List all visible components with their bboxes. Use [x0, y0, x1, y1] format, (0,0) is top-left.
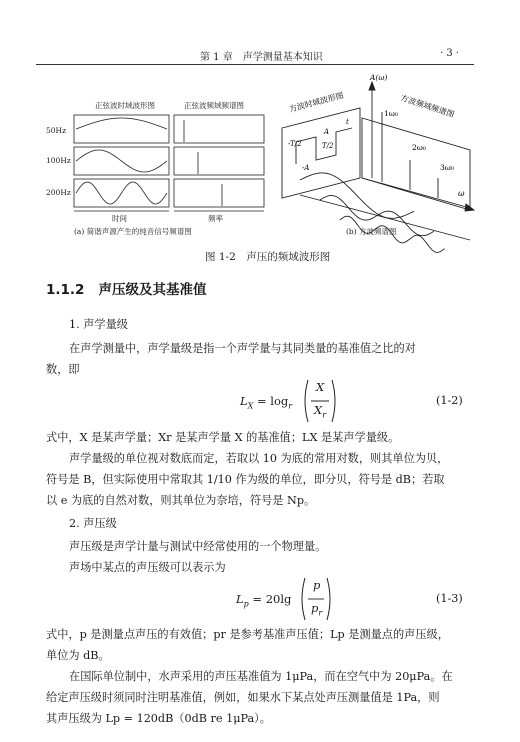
s1-para3-line2: 符号是 B，但实际使用中常取其 1/10 作为级的单位，即分贝，符号是 dB；若取	[46, 473, 445, 486]
eq13-lhs: L	[236, 592, 244, 606]
eq12-log: = log	[257, 394, 289, 408]
eq12-lhs-sub: X	[247, 401, 254, 411]
sine-wave-200hz	[76, 182, 167, 204]
eq13-rhs: = 20lg	[252, 592, 292, 606]
amp-a-label: A	[324, 128, 330, 136]
eq13-num: p	[313, 578, 321, 592]
section-title: 声压级及其基准值	[98, 282, 207, 298]
s1-para1-line2: 数，即	[46, 363, 80, 376]
eq12-den-sub: r	[322, 410, 327, 420]
s1-para2: 式中，X 是某声学量；Xr 是某声学量 X 的基准值；LX 是某声学量级。	[46, 431, 400, 444]
eq13-number: (1-3)	[436, 592, 463, 605]
figure-caption: 图 1-2 声压的频域波形图	[205, 251, 331, 263]
s2-para4-line3: 其声压级为 Lp = 120dB（0dB re 1μPa）。	[46, 712, 271, 725]
spec-box-200hz	[174, 179, 264, 207]
section-heading	[46, 278, 207, 298]
harmonic-label-3: 3ω₀	[440, 163, 454, 172]
eq12-log-sub: r	[288, 401, 293, 411]
equation-1-3	[236, 592, 291, 608]
component-wave-1	[300, 173, 414, 218]
omega-label: ω	[458, 189, 465, 198]
equation-1-2	[240, 394, 292, 410]
sine-wave-100hz	[76, 150, 167, 172]
s2-para1: 声压级是声学计量与测试中经常使用的一个物理量。	[69, 540, 327, 553]
s2-para4-line1: 在国际单位制中，水声采用的声压基准值为 1μPa，而在空气中为 20μPa。在	[69, 670, 453, 683]
t-axis-label: t	[346, 118, 349, 126]
caption-b: (b) 方波频谱图	[346, 227, 397, 236]
x-label-freq: 频率	[208, 214, 223, 223]
wave-box-50hz	[74, 115, 169, 143]
s1-para3-line1: 声学量级的单位视对数底而定，若取以 10 为底的常用对数，则其单位为贝，	[69, 452, 449, 465]
half-period-pos-label: T/2	[322, 142, 334, 150]
spec-box-100hz	[174, 147, 264, 175]
eq13-lhs-sub: p	[243, 599, 249, 609]
amp-neg-a-label: -A	[302, 164, 310, 172]
page-number: · 3 ·	[440, 48, 460, 59]
harmonic-label-2: 2ω₀	[412, 143, 426, 152]
eq12-den	[314, 403, 326, 419]
harmonic-label-1: 1ω₀	[384, 109, 398, 118]
subsection1-title: 1. 声学量级	[69, 318, 128, 331]
s1-para3-line3: 以 e 为底的自然对数，则其单位为奈培，符号是 Np。	[46, 494, 316, 507]
spec-box-50hz	[174, 115, 264, 143]
row-label-200hz: 200Hz	[46, 188, 71, 197]
eq13-den	[311, 601, 322, 617]
s1-para1-line1: 在声学测量中，声学量级是指一个声学量与其同类量的基准值之比的对	[69, 342, 416, 355]
eq13-den-var: p	[311, 601, 319, 615]
eq13-den-sub: r	[318, 608, 323, 618]
subsection2-title: 2. 声压级	[69, 517, 117, 530]
col1-title: 正弦波时域波形图	[95, 101, 155, 110]
x-label-time: 时间	[112, 214, 127, 223]
col2-title: 正弦波频域频谱图	[184, 101, 244, 110]
row-label-50hz: 50Hz	[46, 126, 67, 135]
s2-para4-line2: 给定声压级时须同时注明基准值，例如，如果水下某点处声压测量值是 1Pa，则	[46, 691, 440, 704]
s2-para3-line2: 单位为 dB。	[46, 649, 110, 662]
freq-domain-label: 方波频域频谱图	[399, 93, 456, 120]
s2-para2: 声场中某点的声压级可以表示为	[69, 561, 226, 574]
eq12-lhs: L	[240, 394, 248, 408]
running-header-title: 第 1 章 声学测量基本知识	[200, 52, 323, 63]
s2-para3-line1: 式中，p 是测量点声压的有效值；pr 是参考基准声压值；Lp 是测量点的声压级，	[46, 628, 449, 641]
half-period-neg-label: -T/2	[288, 140, 302, 148]
row-label-100hz: 100Hz	[46, 156, 71, 165]
eq12-number: (1-2)	[436, 394, 463, 407]
figure-graphics	[0, 0, 520, 260]
caption-a: (a) 简谐声源产生的纯音信号频谱图	[74, 227, 192, 236]
eq12-den-var: X	[314, 403, 323, 417]
eq12-num: X	[316, 380, 325, 394]
sine-wave-50hz	[76, 118, 167, 129]
time-domain-label: 方波时域波形图	[288, 90, 345, 114]
amp-axis-label: A(ω)	[370, 73, 388, 82]
section-number: 1.1.2	[46, 282, 85, 298]
